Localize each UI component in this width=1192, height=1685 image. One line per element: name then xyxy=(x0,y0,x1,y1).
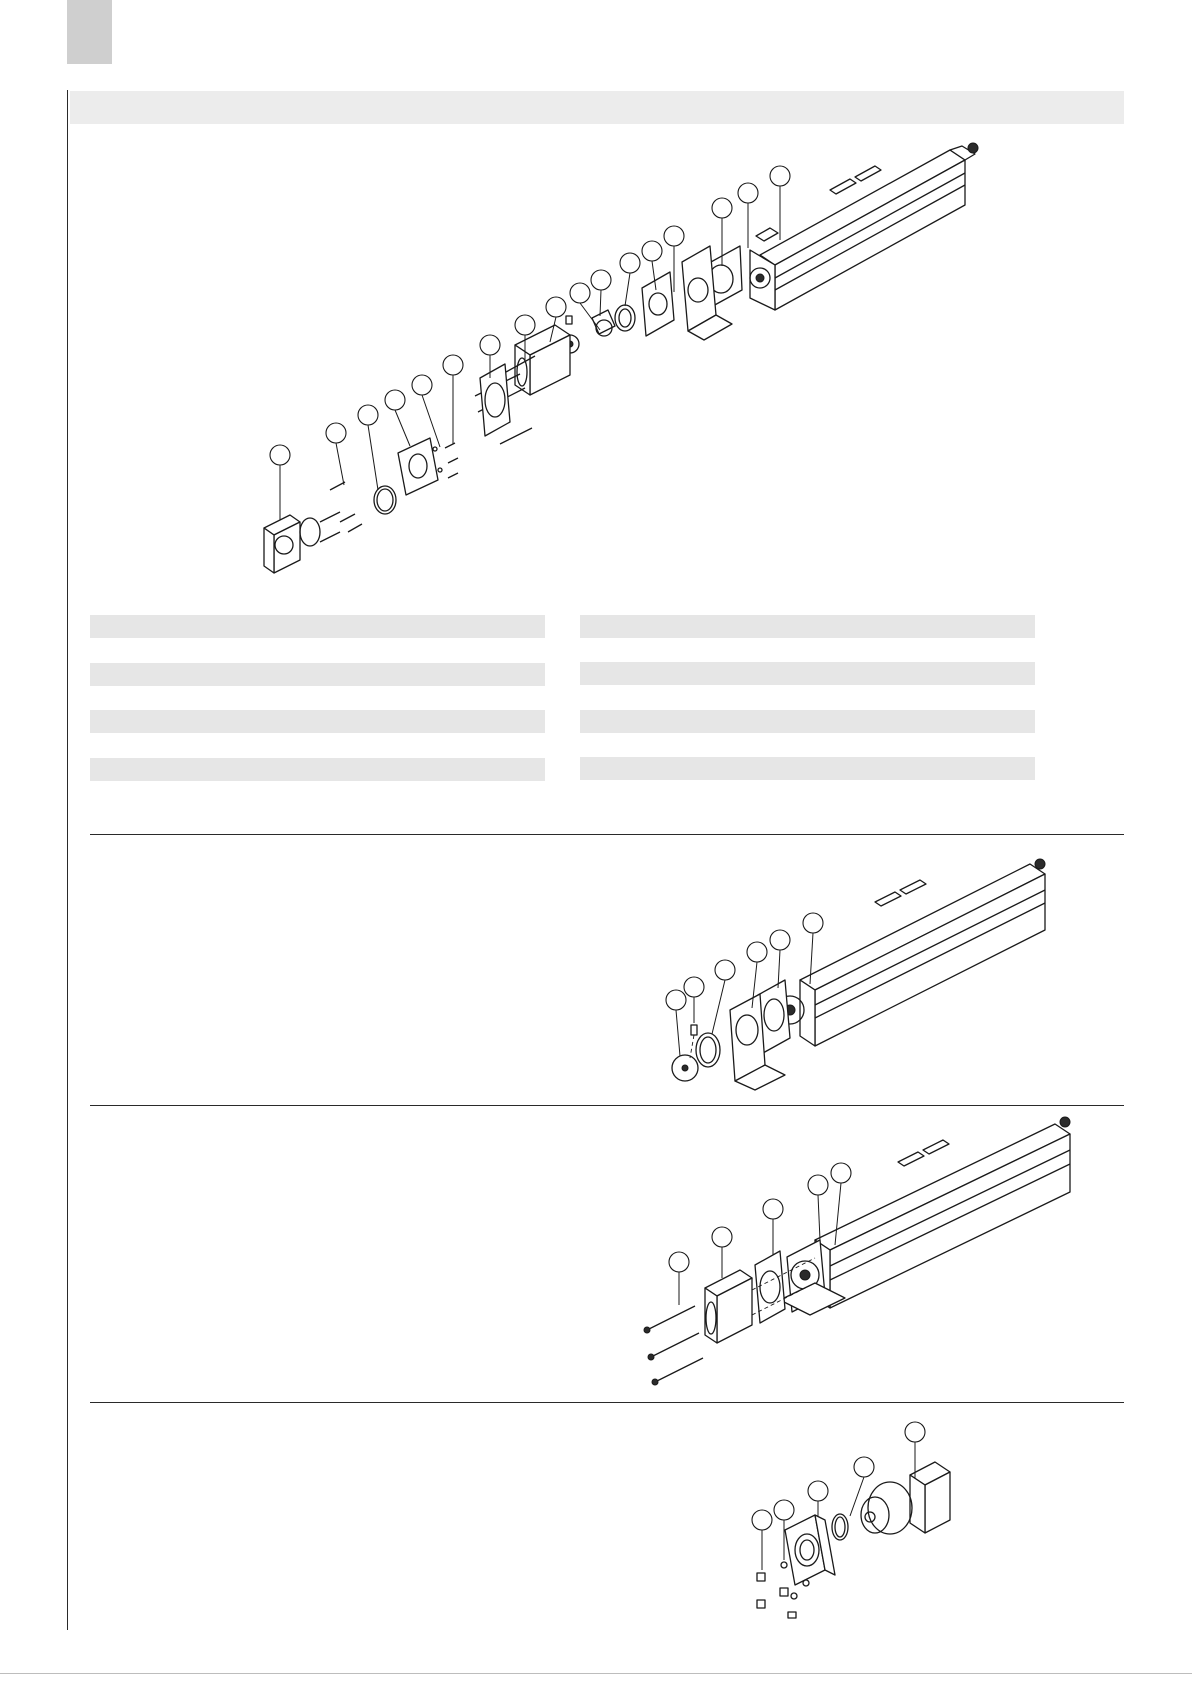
parts-list-right-row xyxy=(580,757,1035,780)
page-bottom-rule xyxy=(0,1673,1192,1674)
parts-list-left-row xyxy=(90,615,545,638)
gearbox-drawing xyxy=(861,1462,950,1534)
linear-actuator-drawing xyxy=(776,859,1045,1046)
seal-ring-drawing xyxy=(696,1033,720,1067)
parts-list-right-row xyxy=(580,710,1035,733)
parts-list-right-row xyxy=(580,615,1035,638)
left-margin-rule xyxy=(67,90,68,1630)
parts-list-right-row xyxy=(580,662,1035,685)
callout-group xyxy=(752,1422,925,1570)
parts-list-left-row xyxy=(90,663,545,686)
coupling-and-bracket-detail-view xyxy=(660,860,1060,1090)
foot-bracket-drawing xyxy=(682,246,742,340)
o-ring-drawing xyxy=(832,1514,848,1540)
parts-list-left-row xyxy=(90,710,545,733)
coupling-half-drawing xyxy=(672,1025,698,1081)
section-divider xyxy=(90,834,1124,835)
screw-set-drawing xyxy=(644,1306,703,1385)
gasket-plate-drawing xyxy=(755,1251,785,1323)
full-assembly-exploded-view xyxy=(270,150,990,580)
flange-plate-drawing xyxy=(615,272,674,336)
page-corner-tab xyxy=(67,0,112,64)
gearbox-drawing xyxy=(264,482,362,573)
o-ring-drawing xyxy=(374,486,396,514)
linear-actuator-drawing xyxy=(815,1117,1070,1308)
section-divider xyxy=(90,1402,1124,1403)
gearbox-adapter-detail-view xyxy=(750,1420,980,1620)
bell-housing-detail-view xyxy=(655,1120,1075,1390)
adapter-plate-drawing xyxy=(398,438,458,495)
adapter-plate-drawing xyxy=(785,1515,835,1585)
section-divider xyxy=(90,1105,1124,1106)
section-header-band xyxy=(70,91,1124,124)
parts-list-left-row xyxy=(90,758,545,781)
gasket-plate-drawing xyxy=(480,364,510,436)
